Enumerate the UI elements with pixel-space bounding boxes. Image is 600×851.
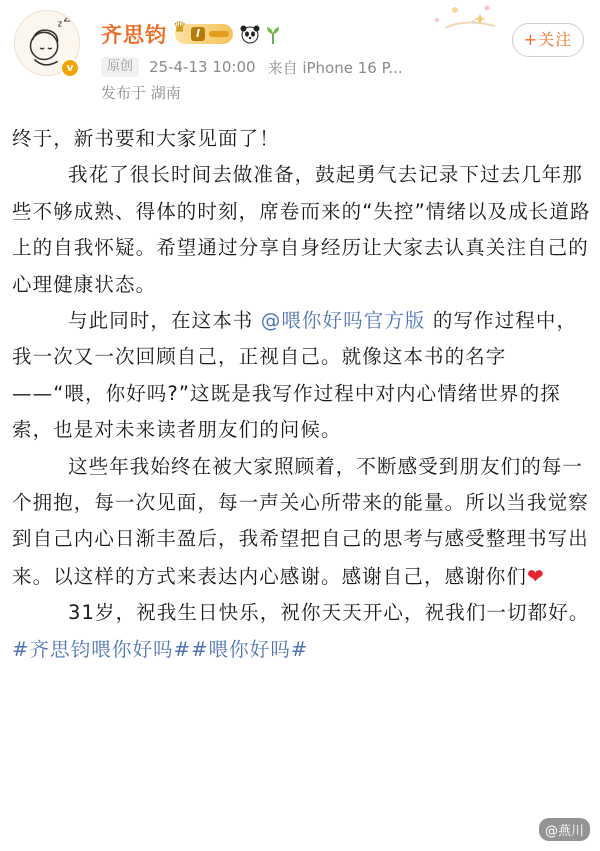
decoration-sparkle-icon: [425, 0, 505, 36]
heart-icon: ❤: [527, 563, 545, 588]
post-location: 发布于 湖南: [101, 84, 181, 102]
original-tag: 原创: [101, 57, 139, 77]
post-paragraph: 我花了很长时间去做准备，鼓起勇气去记录下过去几年那些不够成熟、得体的时刻，席卷而来的“失控”情绪以及成长道路上的自我怀疑。希望通过分享自身经历让大家去认真关注自己的心理健康状态。: [12, 163, 591, 296]
user-name[interactable]: 齐思钧: [101, 23, 167, 47]
post-paragraph: 这些年我始终在被大家照顾着，不断感受到朋友们的每一个拥抱，每一次见面，每一声关心所带来的能量。所以当我觉察到自己内心日渐丰盈后，我希望把自己的思考与感受整理书写出来。以这样的方式来表达内心感谢。感谢自己，感谢你们❤: [12, 454, 589, 588]
panda-icon: [239, 23, 261, 45]
vip-badge[interactable]: [173, 18, 233, 44]
post-paragraph: 终于，新书要和大家见面了！: [12, 127, 280, 150]
svg-text:Z: Z: [63, 11, 71, 25]
follow-button[interactable]: +关注: [512, 23, 584, 57]
hashtag-link[interactable]: #喂你好吗#: [191, 637, 309, 661]
post-paragraph: 31岁，祝我生日快乐，祝你天天开心，祝我们一切都好。#齐思钧喂你好吗##喂你好吗#: [12, 601, 590, 661]
post-paragraph: 与此同时，在这本书 @喂你好吗官方版 的写作过程中，我一次又一次回顾自己，正视自己。就像这本书的名字——“喂，你好吗?”这既是我写作过程中对内心情绪世界的探索，也是对未来读者朋友们的问候。: [12, 309, 578, 442]
post-content: [12, 121, 592, 668]
verified-badge: v: [60, 58, 80, 78]
post-time[interactable]: 25-4-13 10:00: [149, 58, 256, 76]
watermark: @燕川: [539, 818, 590, 841]
crown-icon: ♛: [173, 18, 187, 36]
vip-bar: [209, 31, 229, 37]
post-meta: [101, 55, 403, 79]
sprout-icon: [265, 23, 281, 45]
svg-text:z: z: [57, 19, 63, 30]
hashtag-link[interactable]: #齐思钧喂你好吗#: [12, 637, 192, 661]
user-name-line: [101, 18, 281, 50]
post-source: 来自 iPhone 16 P...: [267, 58, 403, 77]
mention-link[interactable]: @喂你好吗官方版: [260, 309, 426, 333]
vip-level: I: [191, 27, 205, 41]
